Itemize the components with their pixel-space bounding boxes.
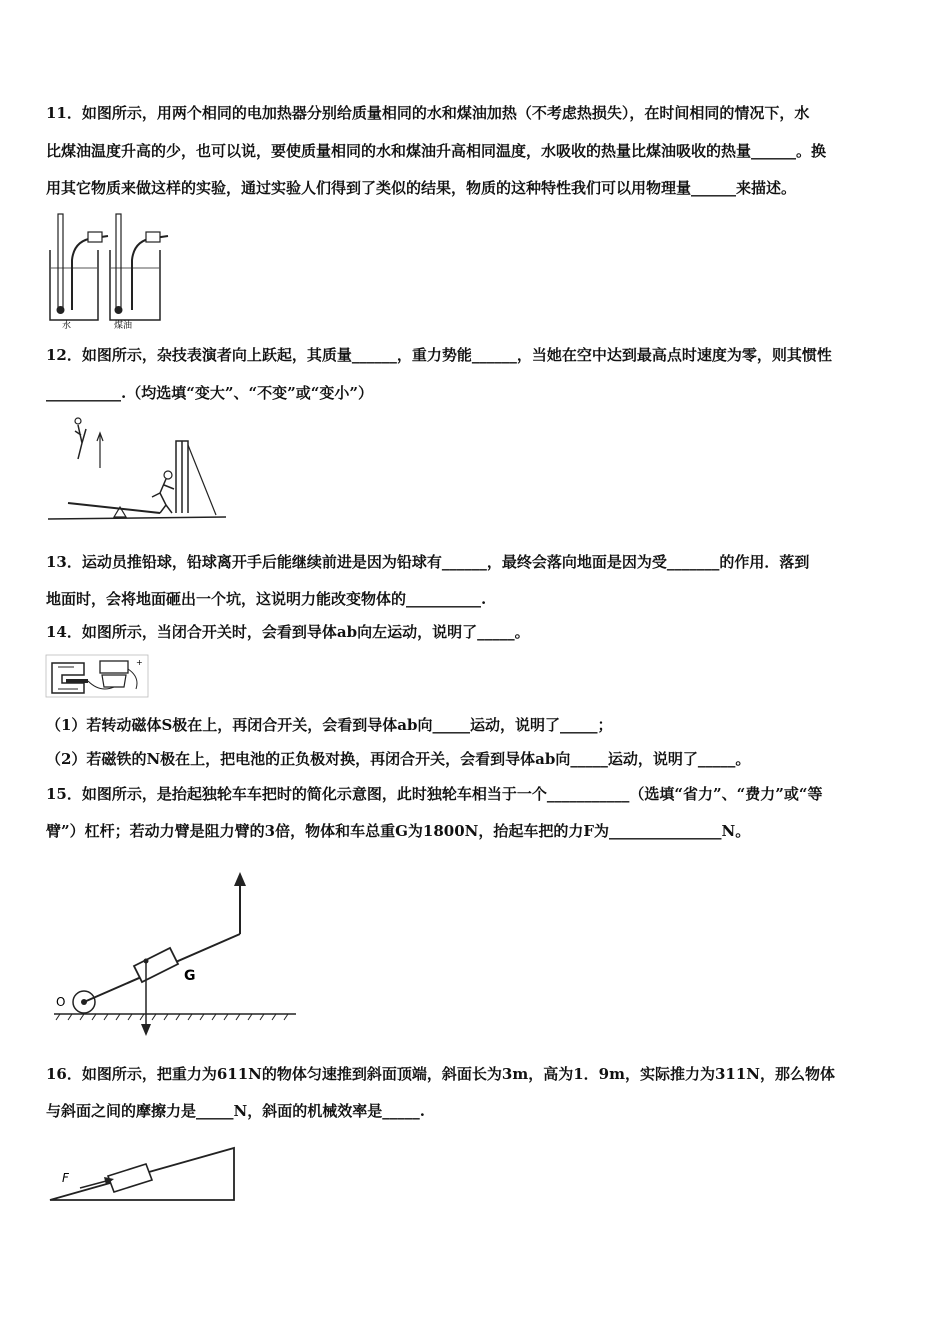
q16-line-2: 与斜面之间的摩擦力是_____N，斜面的机械效率是_____. xyxy=(46,1102,425,1120)
q15-line-2: 臂”）杠杆；若动力臂是阻力臂的3倍，物体和车总重G为1800N，抬起车把的力F为_______________N。 xyxy=(46,822,751,840)
kerosene-label: 煤油 xyxy=(114,321,133,331)
q14-sub-1: （1）若转动磁体S极在上，再闭合开关，会看到导体ab向_____运动，说明了_____； xyxy=(46,716,613,734)
water-label: 水 xyxy=(62,321,72,331)
wheelbarrow-lever-figure xyxy=(48,868,308,1040)
svg-text:+: + xyxy=(136,658,143,667)
acrobat-seesaw-figure xyxy=(48,413,228,523)
q11-line-1: 11．如图所示，用两个相同的电加热器分别给质量相同的水和煤油加热（不考虑热损失），在时间相同的情况下，水 xyxy=(46,104,810,122)
force-f-label: F xyxy=(62,1171,69,1185)
gravity-g-label: G xyxy=(184,968,196,984)
q14-sub-2: （2）若磁铁的N极在上，把电池的正负极对换，再闭合开关，会看到导体ab向_____运动，说明了_____。 xyxy=(46,750,751,768)
fulcrum-o-label: O xyxy=(56,995,66,1009)
q11-line-3: 用其它物质来做这样的实验，通过实验人们得到了类似的结果，物质的这种特性我们可以用物理量______来描述。 xyxy=(46,179,797,197)
q11-line-2: 比煤油温度升高的少，也可以说，要使质量相同的水和煤油升高相同温度，水吸收的热量比煤油吸收的热量______。换 xyxy=(46,142,827,160)
q12-line-1: 12．如图所示，杂技表演者向上跃起，其质量______，重力势能______，当她在空中达到最高点时速度为零，则其惯性 xyxy=(46,346,832,364)
q12-line-2: __________.（均选填“变大”、“不变”或“变小”） xyxy=(46,384,373,402)
inclined-plane-figure xyxy=(46,1142,242,1206)
q13-line-1: 13．运动员推铅球，铅球离开手后能继续前进是因为铅球有______，最终会落向地面是因为受_______的作用．落到 xyxy=(46,553,810,571)
q16-line-1: 16．如图所示，把重力为611N的物体匀速推到斜面顶端，斜面长为3m，高为1．9m，实际推力为311N，那么物体 xyxy=(46,1065,835,1083)
electromagnet-device-figure xyxy=(44,653,150,699)
q13-line-2: 地面时，会将地面砸出一个坑，这说明力能改变物体的__________. xyxy=(46,590,487,608)
q14-line-1: 14．如图所示，当闭合开关时，会看到导体ab向左运动，说明了_____。 xyxy=(46,623,530,641)
heating-beakers-figure xyxy=(44,210,174,332)
q15-line-1: 15．如图所示，是抬起独轮车车把时的简化示意图，此时独轮车相当于一个___________（选填“省力”、“费力”或“等 xyxy=(46,785,823,803)
